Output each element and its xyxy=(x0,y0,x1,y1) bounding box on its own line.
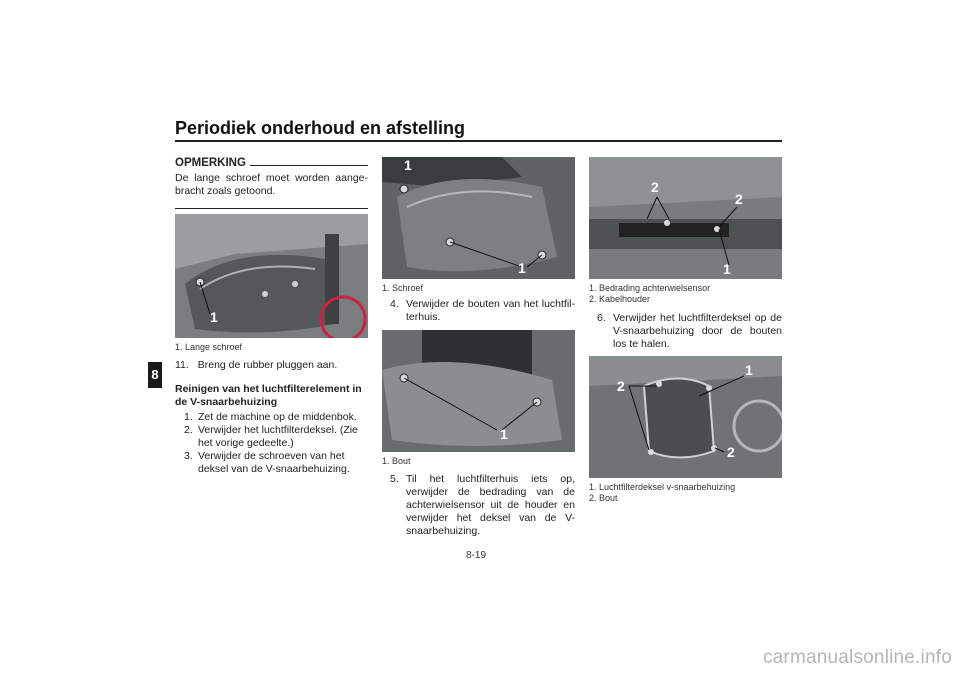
step-3 xyxy=(175,450,368,476)
step-5-num: 5. xyxy=(390,473,399,485)
step-4-num: 4. xyxy=(390,298,399,310)
page-title: Periodiek onderhoud en afstelling xyxy=(175,118,466,138)
callout-1a: 1 xyxy=(404,157,412,173)
step-4-text: Verwijder de bouten van het luchtfil-terhuis. xyxy=(406,298,575,323)
photo-bolt xyxy=(382,330,575,452)
callout-cover-2a: 2 xyxy=(617,378,625,394)
step-1 xyxy=(175,411,368,424)
photo-sensor-wiring xyxy=(589,157,782,279)
step-2-text: Verwijder het luchtfilterdeksel. (Zie het vorige gedeelte.) xyxy=(198,424,358,449)
watermark-text: carmanualsonline.info xyxy=(762,647,952,668)
note-text: De lange schroef moet worden aange-bracht zoals getoond. xyxy=(175,172,368,197)
caption-filter-cover: 1. Luchtfilterdeksel v-snaarbehuizing xyxy=(589,482,736,492)
step-6-text: Verwijder het luchtfilterdeksel op de V-snaarbehuizing door de bouten los te halen. xyxy=(613,312,782,350)
callout-cover-2b: 2 xyxy=(727,444,735,460)
callout-1b: 1 xyxy=(518,260,526,276)
page-number: 8-19 xyxy=(466,550,487,561)
callout-1c: 1 xyxy=(723,261,731,277)
photo-long-screw xyxy=(175,214,368,338)
step-11-num: 11. xyxy=(175,359,189,371)
note-bottom-rule xyxy=(175,208,368,209)
step-1-num: 1. xyxy=(184,411,193,423)
note-heading xyxy=(175,157,368,170)
step-6-num: 6. xyxy=(597,312,606,324)
caption-sensor-wiring: 1. Bedrading achterwielsensor xyxy=(589,283,711,293)
step-5-text: Til het luchtfilterhuis iets op, verwijder de bedrading van de achterwielsensor uit de houder en verwijder het deksel van de V-snaarbehuizing. xyxy=(406,473,575,537)
note-heading-text: OPMERKING xyxy=(175,157,246,169)
section-subheading: Reinigen van het luchtfilterelement in de V-snaarbehuizing xyxy=(175,383,362,408)
chapter-tab: 8 xyxy=(148,362,162,388)
photo-filter-cover xyxy=(589,356,782,478)
step-3-text: Verwijder de schroeven van het deksel van de V-snaarbehuizing. xyxy=(198,450,350,475)
step-6 xyxy=(589,312,782,351)
callout-1: 1 xyxy=(210,309,218,325)
step-2-num: 2. xyxy=(184,424,193,436)
header-rule xyxy=(175,140,782,142)
step-4 xyxy=(382,298,575,324)
caption-screw: 1. Schroef xyxy=(382,283,424,293)
step-3-num: 3. xyxy=(184,450,193,462)
callout-bolt: 1 xyxy=(500,426,508,442)
photo-screws xyxy=(382,157,575,279)
section-cleaning xyxy=(175,383,368,476)
note-heading-rule xyxy=(250,165,368,166)
caption-cable-holder: 2. Kabelhouder xyxy=(589,294,651,304)
callout-2b: 2 xyxy=(735,191,743,207)
note-block xyxy=(175,157,368,209)
caption-bolt-2: 2. Bout xyxy=(589,493,618,503)
step-5 xyxy=(382,473,575,538)
step-11-text: Breng de rubber pluggen aan. xyxy=(197,359,338,371)
steps-list xyxy=(175,411,368,476)
caption-long-screw: 1. Lange schroef xyxy=(175,342,243,352)
step-1-text: Zet de machine op de middenbok. xyxy=(198,411,357,423)
callout-cover-1: 1 xyxy=(745,362,753,378)
caption-bolt: 1. Bout xyxy=(382,456,411,466)
callout-2a: 2 xyxy=(651,179,659,195)
step-11 xyxy=(175,359,368,372)
step-2 xyxy=(175,424,368,450)
